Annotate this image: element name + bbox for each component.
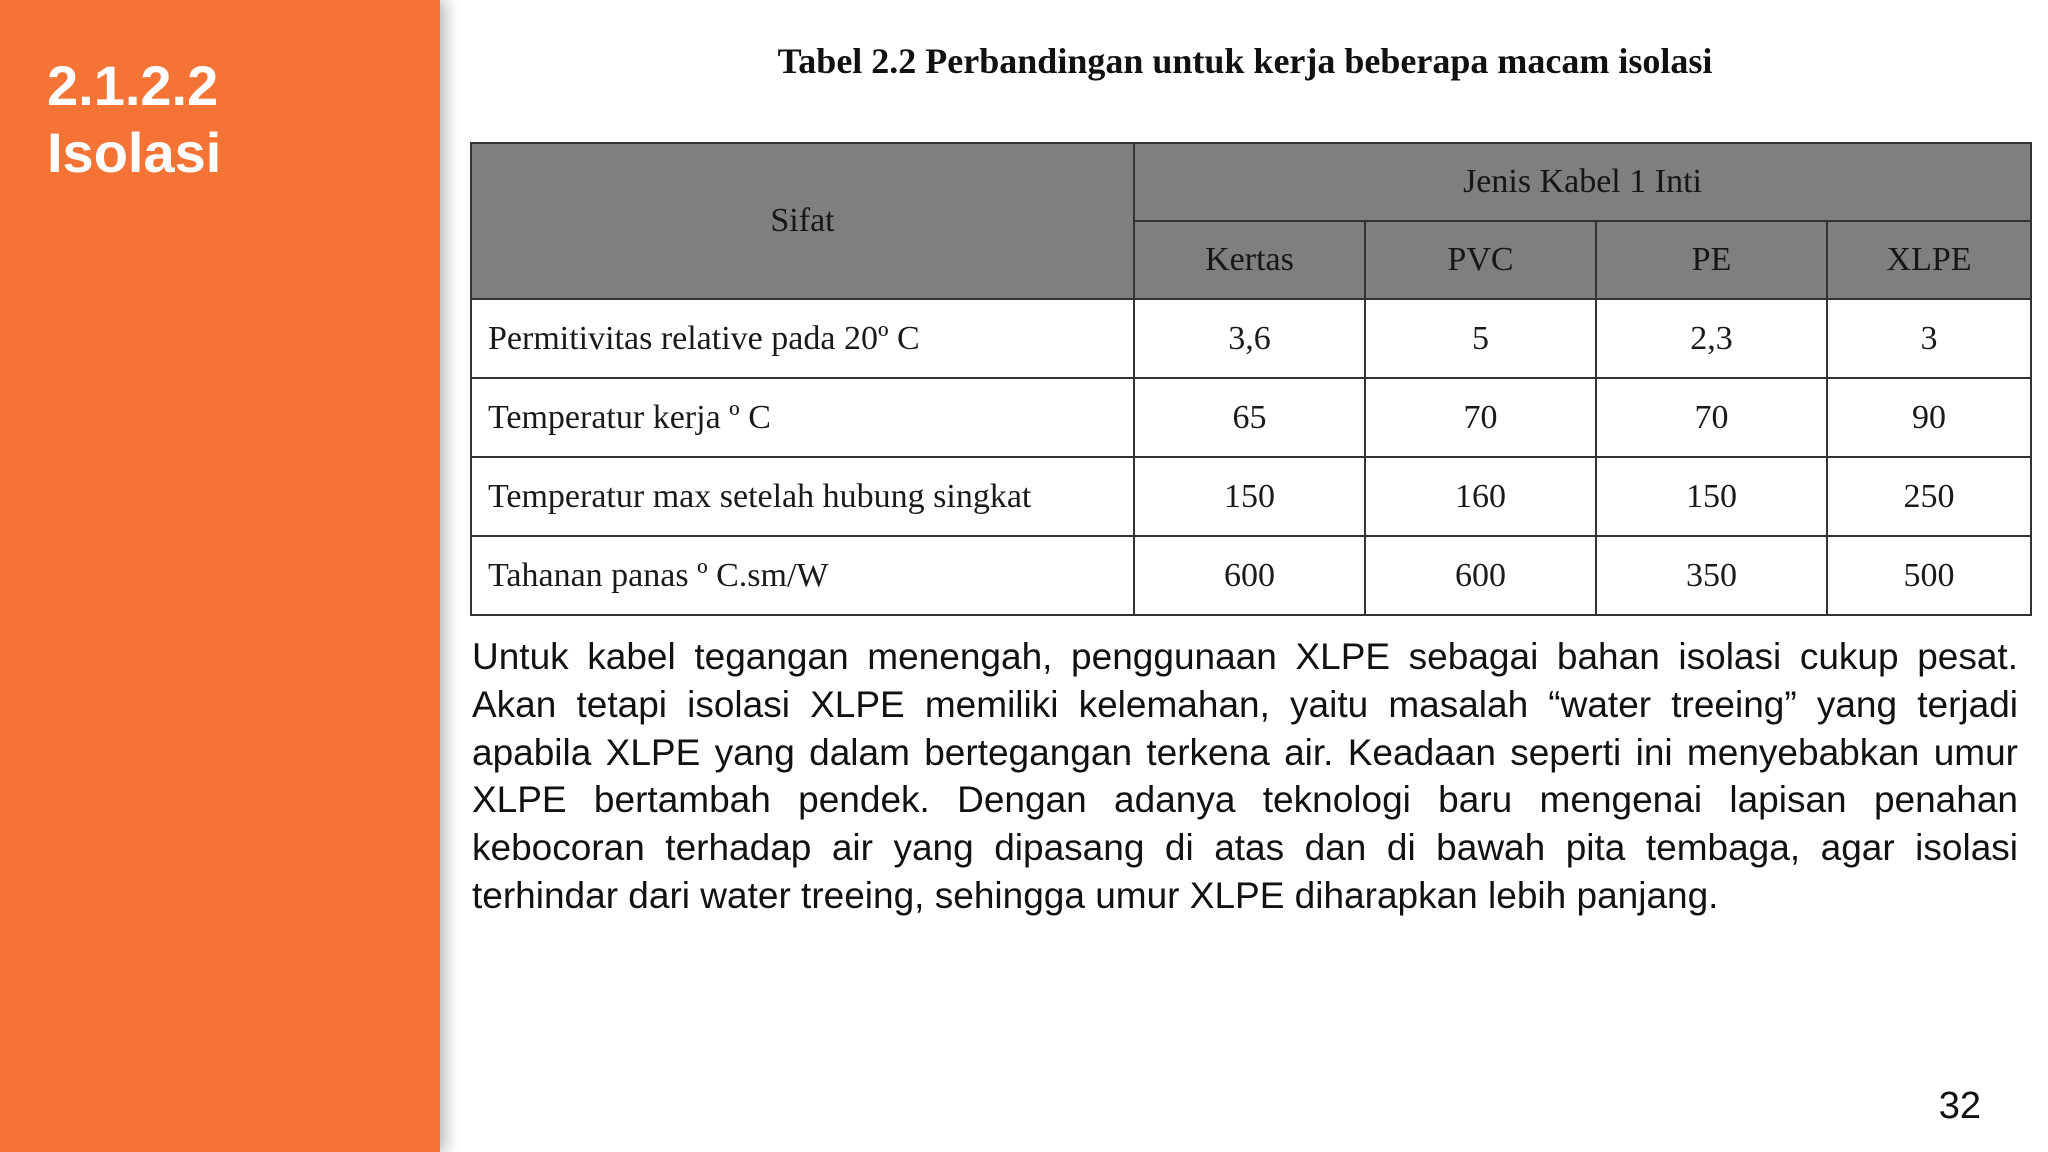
comparison-table bbox=[470, 142, 2032, 616]
table-cell: 350 bbox=[1596, 536, 1827, 615]
row-label: Temperatur max setelah hubung singkat bbox=[471, 457, 1134, 536]
table-title: Tabel 2.2 Perbandingan untuk kerja beberapa macam isolasi bbox=[777, 41, 1713, 81]
section-title bbox=[47, 52, 221, 186]
table-cell: 65 bbox=[1134, 378, 1365, 457]
body-paragraph: Untuk kabel tegangan menengah, penggunaan XLPE sebagai bahan isolasi cukup pesat. Akan tetapi isolasi XLPE memiliki kelemahan, yaitu masalah “water treeing” yang terjadi apabila XLPE yang dalam bertegangan terkena air. Keadaan seperti ini menyebabkan umur XLPE bertambah pendek. Dengan adanya teknologi baru mengenai lapisan penahan kebocoran terhadap air yang dipasang di atas dan di bawah pita tembaga, agar isolasi terhindar dari water treeing, sehingga umur XLPE diharapkan lebih panjang. bbox=[472, 636, 2018, 916]
table-cell: 150 bbox=[1596, 457, 1827, 536]
column-header-pvc: PVC bbox=[1365, 221, 1596, 299]
table-cell: 70 bbox=[1365, 378, 1596, 457]
table-cell: 250 bbox=[1827, 457, 2031, 536]
row-label: Tahanan panas º C.sm/W bbox=[471, 536, 1134, 615]
page-number: 32 bbox=[1938, 1085, 1981, 1127]
column-header-pe: PE bbox=[1596, 221, 1827, 299]
table-cell: 600 bbox=[1365, 536, 1596, 615]
table-cell: 3 bbox=[1827, 299, 2031, 378]
section-name: Isolasi bbox=[47, 121, 222, 184]
table-cell: 150 bbox=[1134, 457, 1365, 536]
side-panel bbox=[0, 0, 440, 1152]
table-row bbox=[471, 536, 2031, 615]
column-header-kertas: Kertas bbox=[1134, 221, 1365, 299]
table-cell: 600 bbox=[1134, 536, 1365, 615]
row-label: Permitivitas relative pada 20º C bbox=[471, 299, 1134, 378]
section-number: 2.1.2.2 bbox=[47, 54, 219, 117]
row-label: Temperatur kerja º C bbox=[471, 378, 1134, 457]
table-cell: 5 bbox=[1365, 299, 1596, 378]
table-row bbox=[471, 378, 2031, 457]
property-header: Sifat bbox=[471, 143, 1134, 299]
table-cell: 3,6 bbox=[1134, 299, 1365, 378]
group-header: Jenis Kabel 1 Inti bbox=[1134, 143, 2031, 221]
table-cell: 160 bbox=[1365, 457, 1596, 536]
table-cell: 90 bbox=[1827, 378, 2031, 457]
column-header-xlpe: XLPE bbox=[1827, 221, 2031, 299]
table-cell: 70 bbox=[1596, 378, 1827, 457]
table-cell: 500 bbox=[1827, 536, 2031, 615]
table-row bbox=[471, 457, 2031, 536]
table-cell: 2,3 bbox=[1596, 299, 1827, 378]
table-row bbox=[471, 299, 2031, 378]
